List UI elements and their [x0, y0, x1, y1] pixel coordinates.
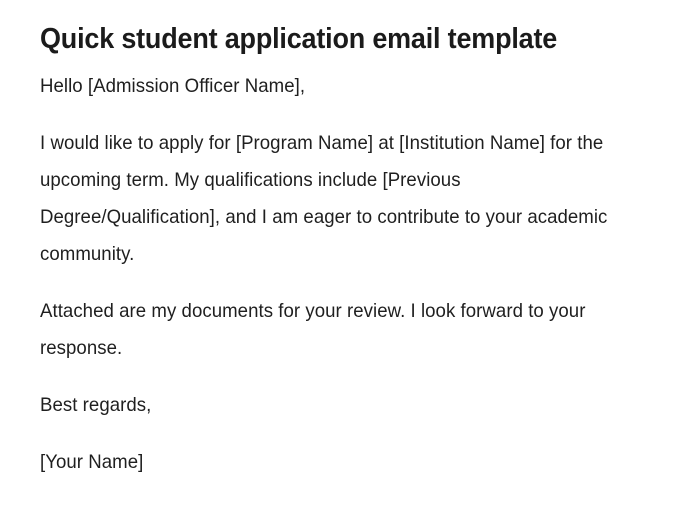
- page-title: Quick student application email template: [40, 23, 558, 55]
- email-template-content: [40, 22, 630, 481]
- signature-paragraph: [Your Name]: [40, 451, 144, 473]
- greeting-paragraph: Hello [Admission Officer Name],: [40, 75, 306, 97]
- intro-body-paragraph: I would like to apply for [Program Name] at [Institution Name] for the upcoming term. My qualifications include [Previous Degree/Qualification], and I am eager to contribute to your academic community.: [40, 132, 608, 265]
- signoff-paragraph: Best regards,: [40, 394, 152, 416]
- attachments-paragraph: Attached are my documents for your review. I look forward to your response.: [40, 300, 586, 359]
